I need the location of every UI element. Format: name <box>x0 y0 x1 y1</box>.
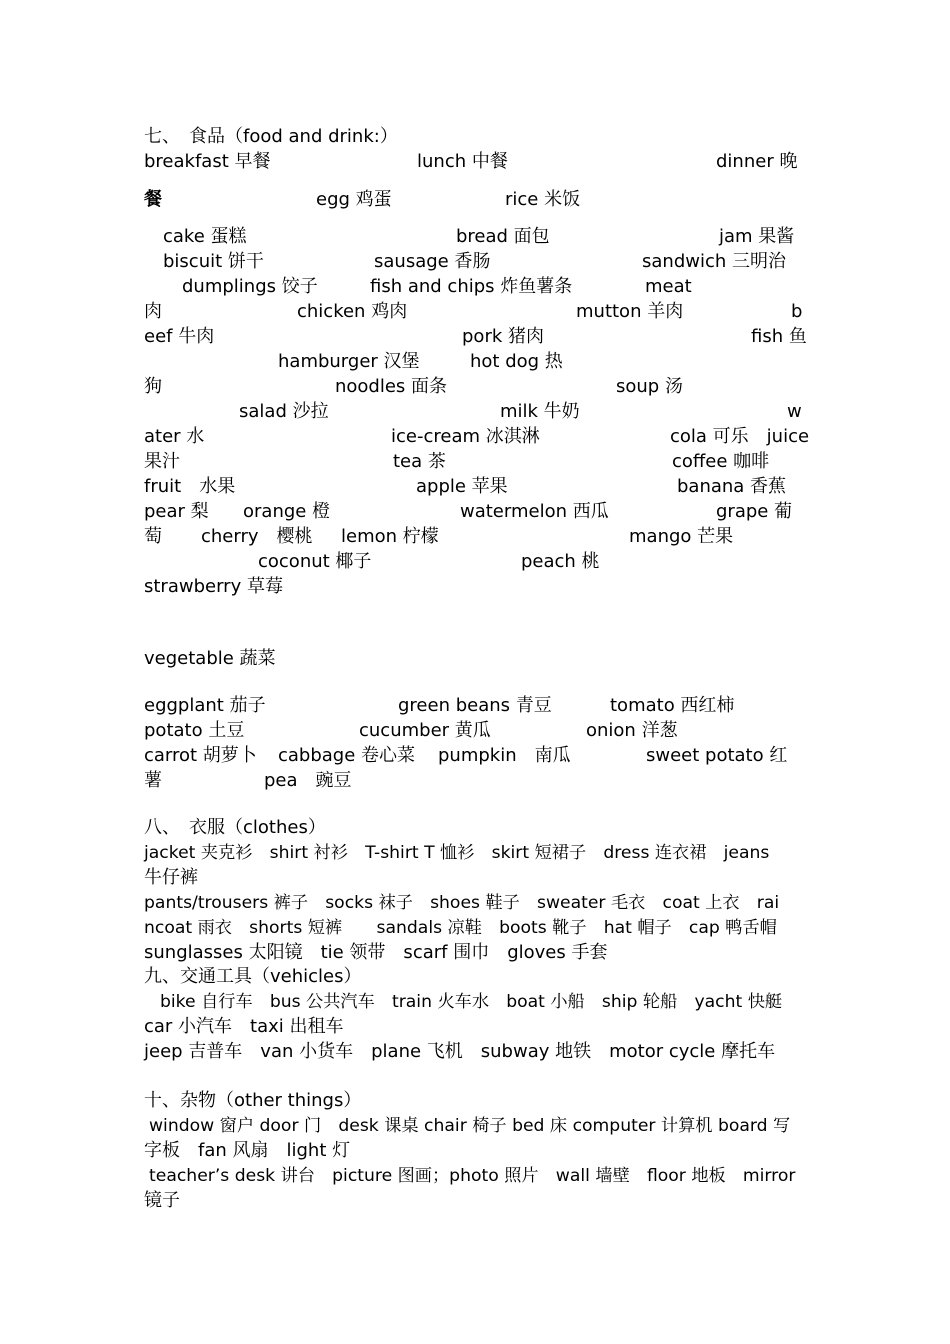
vocab-item: tea 茶 <box>393 451 446 472</box>
vocab-item: mango 芒果 <box>629 526 734 547</box>
vocab-line: jeep 吉普车 van 小货车 plane 飞机 subway 地铁 motor cycle 摩托车 <box>144 1041 776 1062</box>
section-heading-vehicles: 九、交通工具（vehicles） <box>144 966 362 987</box>
vocab-item: biscuit 饼干 <box>163 251 264 272</box>
vocab-item: fish and chips 炸鱼薯条 <box>370 276 573 297</box>
vocab-item: peach 桃 <box>521 551 600 572</box>
vocab-item: cherry 樱桃 <box>201 526 313 547</box>
vocab-line: 镜子 <box>144 1190 180 1211</box>
vocab-line: ncoat 雨衣 shorts 短裤 sandals 凉鞋 boots 靴子 hat 帽子 cap 鸭舌帽 <box>144 918 777 938</box>
vocab-item: eef 牛肉 <box>144 326 215 347</box>
vocab-item: apple 苹果 <box>416 476 508 497</box>
vocab-item: hamburger 汉堡 <box>278 351 420 372</box>
vocab-item: meat <box>645 276 692 297</box>
vocab-item: 狗 <box>144 376 162 397</box>
vocab-item: orange 橙 <box>243 501 331 522</box>
vocab-item: w <box>787 401 802 422</box>
vocab-item: pumpkin 南瓜 <box>438 745 571 766</box>
vocab-line: teacher’s desk 讲台 picture 图画；photo 照片 wall 墙壁 floor 地板 mirror <box>149 1166 796 1186</box>
vocab-item: mutton 羊肉 <box>576 301 684 322</box>
vocab-item: fish 鱼 <box>751 326 807 347</box>
vocab-line: pants/trousers 裤子 socks 袜子 shoes 鞋子 sweater 毛衣 coat 上衣 rai <box>144 893 780 913</box>
vocab-item: tomato 西红柿 <box>610 695 735 716</box>
vocab-item: cucumber 黄瓜 <box>359 720 491 741</box>
vocab-item: b <box>791 301 803 322</box>
vocab-item: watermelon 西瓜 <box>460 501 609 522</box>
vocab-item: sweet potato 红 <box>646 745 788 766</box>
vocab-item: 肉 <box>144 301 162 322</box>
vocab-item: rice 米饭 <box>505 189 581 210</box>
vocab-item: breakfast 早餐 <box>144 151 271 172</box>
vocab-item: chicken 鸡肉 <box>297 301 408 322</box>
vocab-item: milk 牛奶 <box>500 401 580 422</box>
vocab-item: cake 蛋糕 <box>163 226 247 247</box>
vocab-item: cabbage 卷心菜 <box>278 745 416 766</box>
vocab-item: 果汁 <box>144 451 180 472</box>
subheading-vegetable: vegetable 蔬菜 <box>144 648 276 669</box>
vocab-item: salad 沙拉 <box>239 401 329 422</box>
section-heading-food: 七、 食品（food and drink:） <box>144 126 398 147</box>
vocab-item: 餐 <box>144 189 162 210</box>
vocab-item: egg 鸡蛋 <box>316 189 392 210</box>
vocab-line: bike 自行车 bus 公共汽车 train 火车水 boat 小船 ship 轮船 yacht 快艇 <box>160 992 783 1012</box>
vocab-line: car 小汽车 taxi 出租车 <box>144 1016 344 1037</box>
vocab-item: ice-cream 冰淇淋 <box>391 426 540 447</box>
section-heading-clothes: 八、 衣服（clothes） <box>144 817 326 838</box>
vocab-item: fruit 水果 <box>144 476 236 497</box>
vocab-item: ater 水 <box>144 426 205 447</box>
vocab-item: banana 香蕉 <box>677 476 787 497</box>
vocab-item: lunch 中餐 <box>417 151 508 172</box>
vocab-item: cola 可乐 juice <box>670 426 810 447</box>
vocab-item: onion 洋葱 <box>586 720 678 741</box>
vocab-item: lemon 柠檬 <box>341 526 439 547</box>
vocab-line: 牛仔裤 <box>144 867 198 888</box>
vocab-line: 字板 fan 风扇 light 灯 <box>144 1140 351 1161</box>
vocab-line: jacket 夹克衫 shirt 衬衫 T-shirt T 恤衫 skirt 短裙子 dress 连衣裙 jeans <box>144 843 770 863</box>
vocab-item: coconut 椰子 <box>258 551 372 572</box>
vocab-item: sausage 香肠 <box>374 251 491 272</box>
vocab-item: pear 梨 <box>144 501 209 522</box>
vocab-item: hot dog 热 <box>470 351 563 372</box>
vocab-item: carrot 胡萝卜 <box>144 745 257 766</box>
vocab-item: dinner 晚 <box>716 151 798 172</box>
vocab-item: eggplant 茄子 <box>144 695 266 716</box>
vocab-item: sandwich 三明治 <box>642 251 786 272</box>
vocab-item: dumplings 饺子 <box>182 276 318 297</box>
vocab-item: soup 汤 <box>616 376 683 397</box>
vocab-item: strawberry 草莓 <box>144 576 283 597</box>
vocab-line: sunglasses 太阳镜 tie 领带 scarf 围巾 gloves 手套 <box>144 942 608 963</box>
vocab-item: noodles 面条 <box>335 376 448 397</box>
vocab-item: grape 葡 <box>716 501 793 522</box>
vocab-item: green beans 青豆 <box>398 695 552 716</box>
vocab-item: potato 土豆 <box>144 720 245 741</box>
vocab-item: pea 豌豆 <box>264 770 352 791</box>
vocab-item: pork 猪肉 <box>462 326 544 347</box>
vocab-item: bread 面包 <box>456 226 550 247</box>
vocab-line: window 窗户 door 门 desk 课桌 chair 椅子 bed 床 computer 计算机 board 写 <box>149 1116 791 1136</box>
vocab-item: jam 果酱 <box>719 226 795 247</box>
vocab-item: 薯 <box>144 770 162 791</box>
vocab-item: 萄 <box>144 526 162 547</box>
section-heading-other-things: 十、杂物（other things） <box>144 1090 362 1111</box>
vocab-item: coffee 咖啡 <box>672 451 770 472</box>
